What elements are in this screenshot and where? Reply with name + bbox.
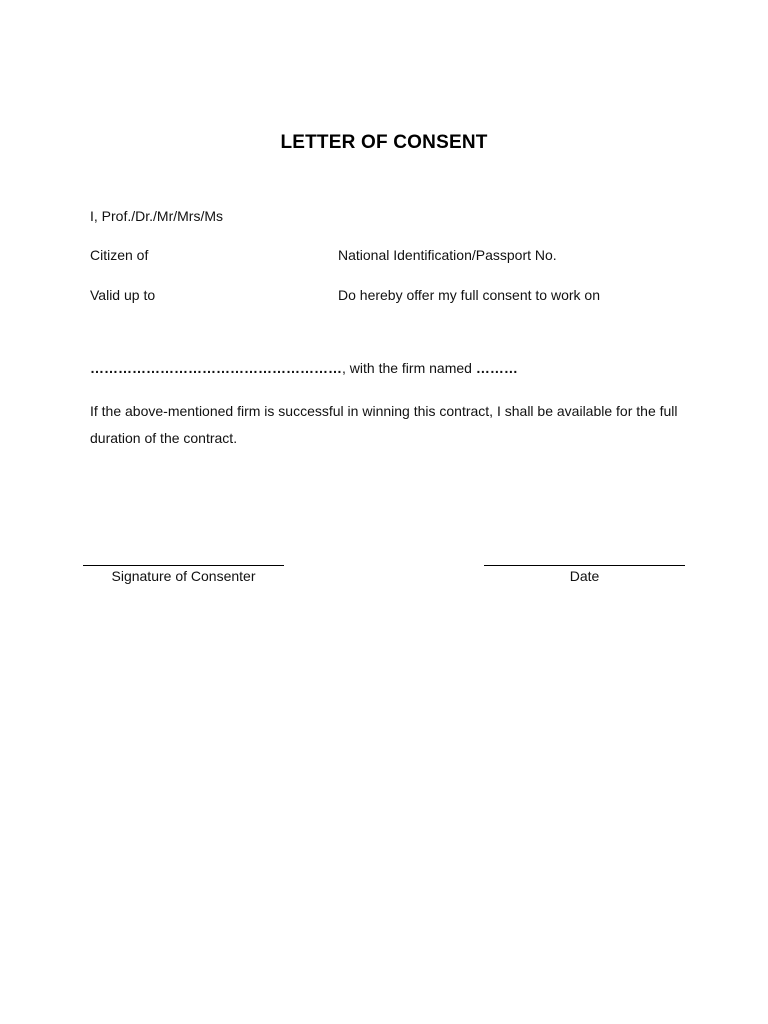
letter-title: LETTER OF CONSENT (280, 132, 488, 153)
firm-line (90, 360, 518, 376)
valid-label: Valid up to (90, 287, 156, 303)
work-dots: ……………………………………………… (90, 360, 342, 376)
name-line: I, Prof./Dr./Mr/Mrs/Ms (90, 208, 223, 224)
signature-line (83, 565, 284, 566)
firm-text: , with the firm named (342, 360, 476, 376)
consent-label: Do hereby offer my full consent to work on (338, 287, 600, 303)
date-line (484, 565, 685, 566)
date-label: Date (569, 568, 600, 584)
availability-paragraph: If the above-mentioned firm is successful in winning this contract, I shall be available for the full duration of the contract. (90, 403, 678, 446)
firm-dots: ……… (475, 360, 518, 376)
citizen-label: Citizen of (90, 247, 149, 263)
signature-label: Signature of Consenter (111, 568, 256, 584)
id-label: National Identification/Passport No. (338, 247, 557, 263)
